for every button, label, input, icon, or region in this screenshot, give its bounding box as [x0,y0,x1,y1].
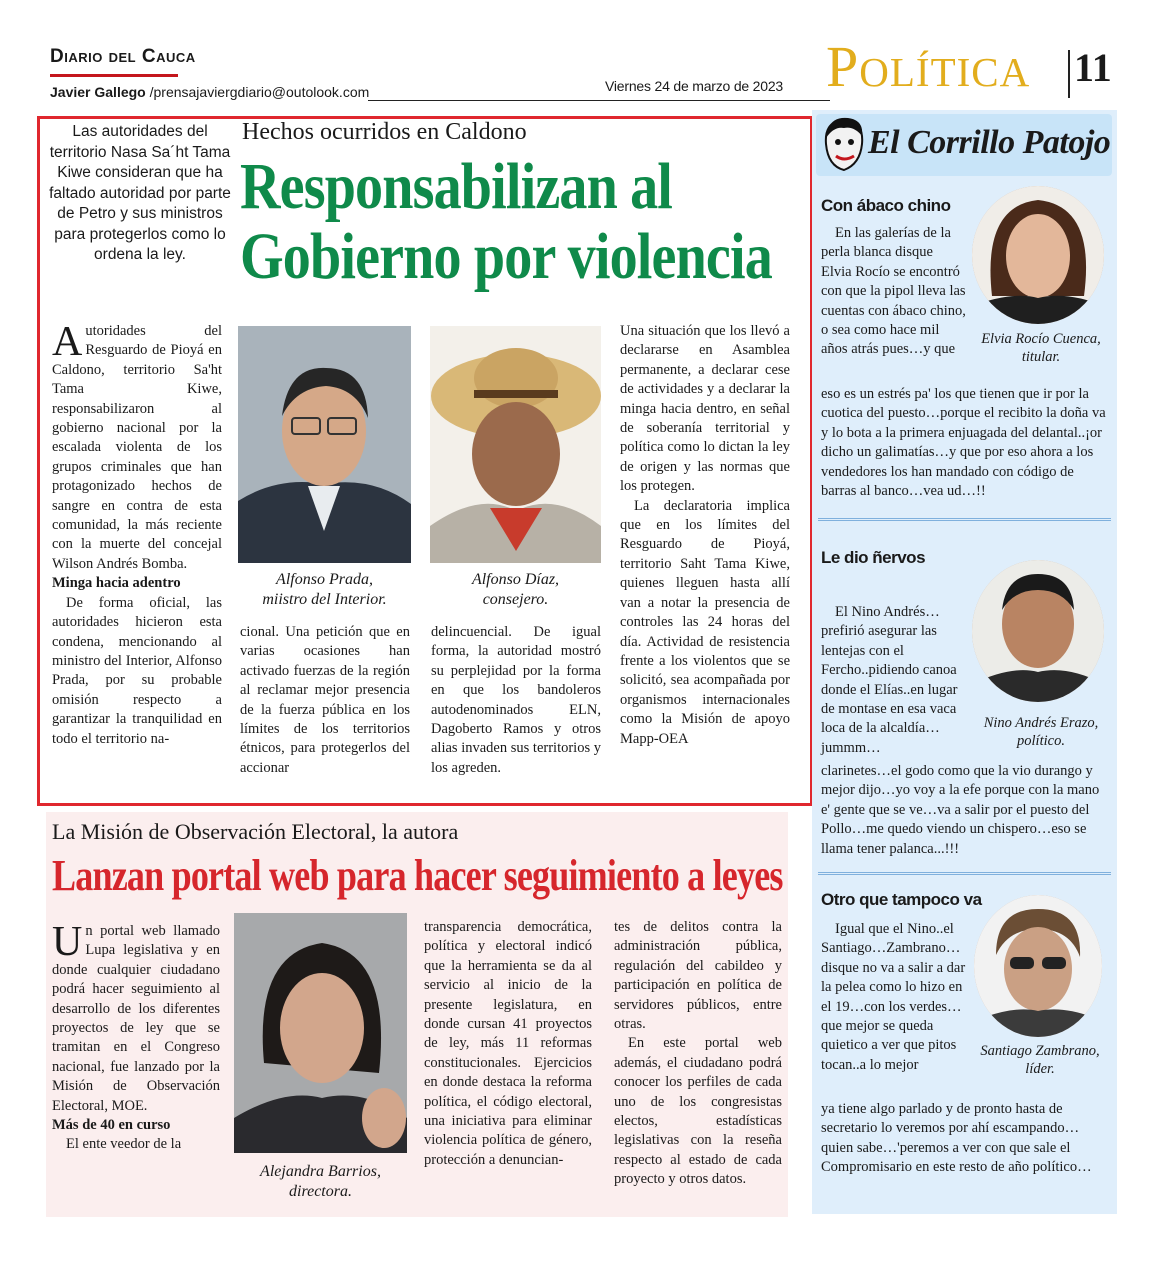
caption-name: Alfonso Díaz, [471,571,560,588]
issue-date: Viernes 24 de marzo de 2023 [605,78,784,94]
photo-alfonso-prada [238,326,411,563]
photo-2-caption [430,570,601,610]
caption-role: directora. [289,1183,352,1200]
sidebar-divider [818,872,1111,875]
headline-line-2: Gobierno por violencia [240,220,772,293]
article-2-headline: Lanzan portal web para hacer seguimiento a leyes [52,851,783,900]
section-divider [1068,50,1070,98]
caption-role: titular. [1021,349,1061,365]
sidebar-item-2-caption [972,714,1110,750]
portrait-icon [972,186,1104,324]
drop-cap: U [52,919,83,965]
sidebar-item-3-text-a: Igual que el Nino..el Santiago…Zambrano…disque no va a salir a dar la pelea como lo hizo en el 19…con los verdes…que mejor se queda quietico a ver que pitos tocan..a lo mejor [821,921,966,1073]
column-1-paragraph-1: utoridades del Resguardo de Pioyá en Caldono, territorio Sa'ht Tama Kiwe, responsabilizaron al gobierno nacional por la escalada violenta de los grupos criminales que han protagonizado hechos de sangre en contra de esta comunidad, la más reciente con la muerte del concejal Wilson Andrés Bomba. [52,323,222,572]
newspaper-name: Diario del Cauca [50,46,196,67]
photo-nino-andres [972,560,1104,702]
sidebar-item-1-head: Con ábaco chino [821,196,951,215]
caption-role: líder. [1025,1061,1055,1077]
article-deck: Las autoridades del territorio Nasa Sa´ht Tama Kiwe consideran que ha faltado autoridad por parte de Petro y sus ministros para protegerlos como lo ordena la ley. [49,123,231,263]
masthead-red-rule [50,74,178,77]
headline-line-1: Responsabilizan al [240,150,673,223]
article-headline [240,150,772,293]
article-2-subhead: Más de 40 en curso [52,1117,171,1134]
drop-cap: A [52,319,83,365]
sidebar-item-3-caption [970,1042,1110,1078]
column-1-subhead: Minga hacia adentro [52,575,181,592]
article-column-2: cional. Una petición que en varias ocasiones han activado fuerzas de la región al reclamar mejor presencia de la fuerza pública en los límites de los territorios étnicos, para protegerlos del accionar [240,624,410,776]
article-2-column-3-paragraph-1: tes de delitos contra la administración pública, regulación del cabildeo y participación en política de servidores públicos, entre otras. [614,919,782,1033]
article-2-column-2: transparencia democrática, política y electoral indicó que la herramienta se da al servicio al inicio de la presente legislatura, en donde cursan 41 proyectos de ley, más 11 reformas constitucionales. Ejercicios en donde destaca la reforma política, el código electoral, una iniciativa para eliminar violencia política de género, protección a denuncian- [424,919,592,1168]
article-2-column-3 [614,918,782,1190]
caption-role: miistro del Interior. [262,591,387,608]
column-4-paragraph-1: Una situación que los llevó a declararse en Asamblea permanente, a declarar cese de actividades y a declarar la minga hacia dentro, en señal de soberanía territorial y política como lo dictan la ley de origen y las normas que los protegen. [620,323,790,495]
article-column-1 [52,319,222,749]
article-2-column-3-paragraph-2: En este portal web además, el ciudadano podrá conocer los perfiles de cada uno de los congresistas electos, estadísticas legislativas con la reseña respecto al estado de cada proyecto y otros datos. [614,1035,782,1188]
photo-alfonso-diaz [430,326,601,563]
column-4-paragraph-2: La declaratoria implica que en los límites del Resguardo de Pioyá, territorio Saht Tama Kiwe, quienes lleguen hasta allí van a notar la presencia de controles las 24 horas del día. Actividad de resistencia frente a los violentos que se solicitó, sea acompañada por organismos internacionales como la Misión de apoyo Mapp-OEA [620,497,790,747]
author-email: /prensajaviergdiario@outolook.com [145,84,370,100]
portrait-icon [972,560,1104,702]
sidebar-item-2-text-a: El Nino Andrés…prefirió asegurar las lentejas con el Fercho..pidiendo canoa donde el Elías..en lugar de montase en esa vaca loca de la alcaldía…jummm… [821,604,958,756]
article-kicker: Hechos ocurridos en Caldono [242,119,527,145]
page-number: 11 [1074,45,1112,90]
caption-role: político. [1017,733,1065,749]
article-column-3: delincuencial. De igual forma, la autoridad mostró su perplejidad por la forma en que los bandoleros autodenominados ELN, Dagoberto Ramos y otros alias invaden sus territorios y los agreden. [431,624,601,776]
caption-name: Santiago Zambrano, [980,1043,1100,1059]
column-1-paragraph-2: De forma oficial, las autoridades hicieron esta condena, mencionando al ministro del Interior, Alfonso Prada, por su probable omisión respecto a garantizar la tranquilidad en todo el territorio na- [52,594,222,747]
author-line [50,84,369,100]
photo-santiago-zambrano [974,895,1102,1037]
section-title: Política [826,34,1031,99]
sidebar-item-1-text-a: En las galerías de la perla blanca disque Elvia Rocío se encontró con que la pipol lleva las cuentas con ábaco chino, o sea como hace mil años atrás pues…y que [821,225,966,358]
portrait-icon [430,326,601,563]
article-2-column-1 [52,919,220,1155]
portrait-icon [238,326,411,563]
caption-name: Nino Andrés Erazo, [983,715,1099,731]
header-rule [368,100,830,101]
caption-name: Alfonso Prada, [276,571,373,588]
article-column-4 [620,322,790,749]
portrait-icon [234,913,407,1153]
article-2-photo-caption [234,1162,407,1202]
portrait-icon [974,895,1102,1037]
photo-elvia-rocio [972,186,1104,324]
article-2-kicker: La Misión de Observación Electoral, la autora [52,819,459,844]
sidebar-title: El Corrillo Patojo [868,124,1111,161]
sidebar-item-3-head: Otro que tampoco va [821,890,982,909]
sidebar-item-2-head: Le dio ñervos [821,548,926,567]
caption-name: Alejandra Barrios, [260,1163,381,1180]
sidebar-item-1-caption [972,330,1110,366]
article-2-column-1-paragraph-2: El ente veedor de la [66,1136,182,1153]
sidebar-item-2-text-b: clarinetes…el godo como que la vio durango y mejor dijo…yo voy a la efe porque con la mano e' gente que se ve…va a salir por el puesto del Pollo…me quedo viendo un chispero…eso se llama tener palanca...!!! [821,763,1100,857]
photo-alejandra-barrios [234,913,407,1153]
article-2-column-1-paragraph-1: n portal web llamado Lupa legislativa y en donde cualquier ciudadano podrá hacer seguimiento al desarrollo de los diferentes proyectos de ley que se tramitan en el Congreso nacional, fue lanzado por la Misión de Observación Electoral, MOE. [52,923,220,1114]
caricature-icon [818,114,870,176]
sidebar-item-3-text-b: ya tiene algo parlado y de pronto hasta de secretario lo veremos por ahí escampando…quien sabe…'peremos a ver con que sale el Compromisario en este resto de año político… [821,1101,1092,1176]
sidebar-item-1-text-b: eso es un estrés pa' los que tienen que ir por la cuotica del puesto…porque el recibito la doña va y lo bota a la primera enjuagada del delantal..¡or dicho un galimatías…y que por eso ahora a los vendedores los han mandado con código de barras al banco…vea ud…!! [821,386,1106,500]
caption-role: consejero. [482,591,549,608]
photo-1-caption [238,570,411,610]
sidebar-divider [818,518,1111,521]
caption-name: Elvia Rocío Cuenca, [981,331,1101,347]
author-name: Javier Gallego [50,84,146,100]
